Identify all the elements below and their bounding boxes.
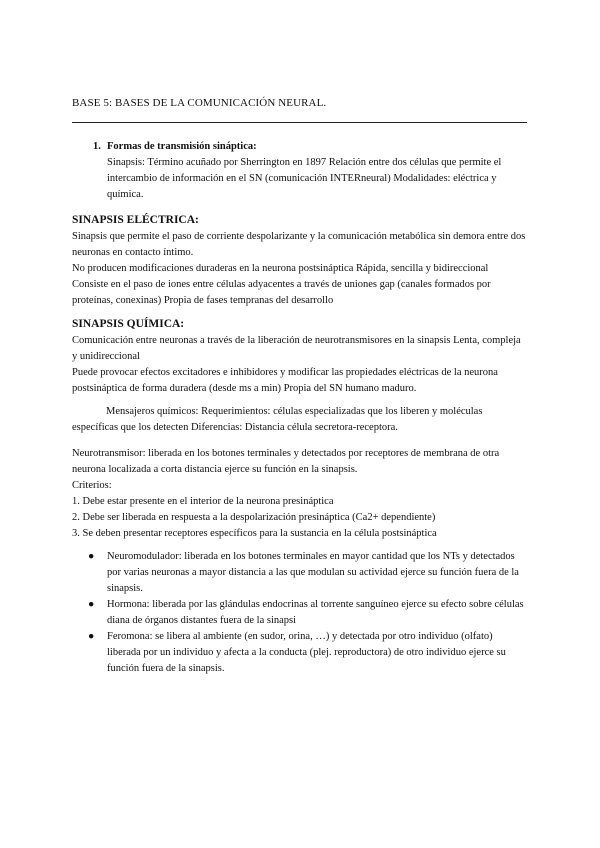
list-item-text: Neuromodulador: liberada en los botones terminales en mayor cantidad que los NTs y detectados por varias neuronas a mayor distancia a las que modulan su actividad ejerce su función fuera de la sinapsis. — [107, 551, 519, 594]
paragraph-neurotransmisor: Neurotransmisor: liberada en los botones terminales y detectados por receptores de membrana de otra neurona localizada a corta distancia ejerce su función en la sinapsis. — [72, 448, 500, 475]
heading-sinapsis-electrica: SINAPSIS ELÉCTRICA: — [72, 214, 199, 226]
paragraph: Puede provocar efectos excitadores e inhibidores y modificar las propiedades eléctricas de la neurona postsináptica de forma duradera (desde ms a min) Propia del SN humano maduro. — [72, 367, 498, 394]
bullet-icon: ● — [88, 631, 95, 642]
paragraph-mensajeros: Mensajeros químicos: Requerimientos: células especializadas que los liberen y moléculas específicas que los detecten Diferencias: Distancia célula secretora-receptora. — [72, 406, 483, 433]
paragraph: No producen modificaciones duraderas en la neurona postsináptica Rápida, sencilla y bidireccional — [72, 263, 489, 274]
bullet-icon: ● — [88, 599, 95, 610]
list-item — [88, 549, 524, 597]
paragraph: Comunicación entre neuronas a través de la liberación de neurotransmisores en la sinapsis Lenta, compleja y unidireccional — [72, 335, 521, 362]
criteria-label: Criterios: — [72, 480, 112, 491]
section-sinapsis-electrica — [72, 212, 527, 309]
section-heading: Formas de transmisión sináptica: — [107, 141, 257, 152]
messenger-types-list — [88, 549, 524, 677]
section-formas-transmision — [93, 139, 533, 203]
bullet-icon: ● — [88, 551, 95, 562]
title-divider — [72, 122, 527, 123]
section-number: 1. — [93, 141, 101, 152]
section-neurotransmisor — [72, 446, 527, 542]
paragraph: Sinapsis que permite el paso de corriente despolarizante y la comunicación metabólica sin demora entre dos neuronas en contacto íntimo. — [72, 231, 526, 258]
heading-sinapsis-quimica: SINAPSIS QUÍMICA: — [72, 318, 185, 330]
list-item-text: Hormona: liberada por las glándulas endocrinas al torrente sanguíneo ejerce su efecto sobre células diana de órganos distantes fuera de la sinapsi — [107, 599, 524, 626]
paragraph: Consiste en el paso de iones entre células adyacentes a través de uniones gap (canales formados por proteínas, conexinas) Propia de fases tempranas del desarrollo — [72, 279, 491, 306]
section-sinapsis-quimica — [72, 316, 527, 397]
list-item — [88, 629, 524, 677]
section-body: Sinapsis: Término acuñado por Sherrington en 1897 Relación entre dos células que permite el intercambio de información en el SN (comunicación INTERneural) Modalidades: eléctrica y química. — [107, 157, 502, 200]
criteria-item: 2. Debe ser liberada en respuesta a la despolarización presináptica (Ca2+ dependiente) — [72, 512, 436, 523]
list-item-text: Feromona: se libera al ambiente (en sudor, orina, …) y detectada por otro individuo (olfato) liberada por un individuo y afecta a la conducta (plej. reproductora) de otro individuo ejerce su función fuera de la sinapsis. — [107, 631, 506, 674]
section-mensajeros — [72, 404, 527, 436]
criteria-item: 3. Se deben presentar receptores específicos para la sustancia en la célula postsináptica — [72, 528, 437, 539]
criteria-item: 1. Debe estar presente en el interior de la neurona presináptica — [72, 496, 334, 507]
list-item — [88, 597, 524, 629]
document-title: BASE 5: BASES DE LA COMUNICACIÓN NEURAL. — [72, 97, 327, 109]
